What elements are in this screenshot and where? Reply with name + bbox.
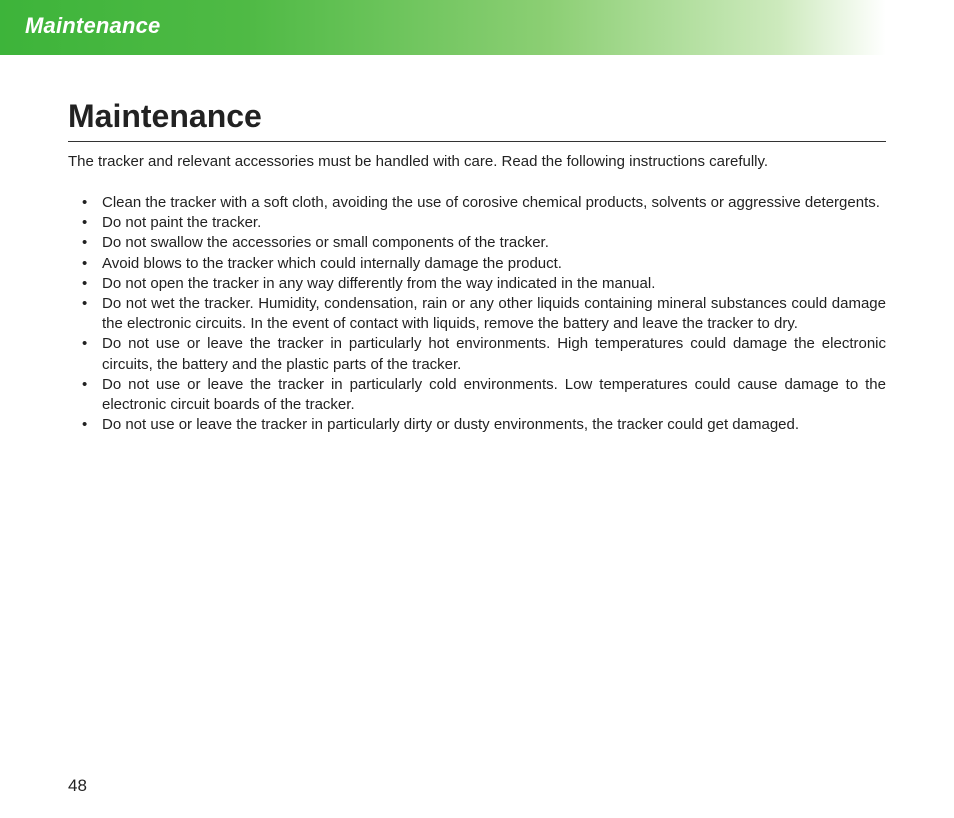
list-item	[68, 193, 886, 213]
bullet-icon: •	[82, 416, 88, 434]
list-item-text: Do not use or leave the tracker in particularly cold environments. Low temperatures could cause damage to the electronic circuit boards of the tracker.	[102, 375, 886, 414]
list-item	[68, 415, 886, 435]
list-item	[68, 213, 886, 233]
list-item	[68, 294, 886, 334]
list-item-text: Avoid blows to the tracker which could internally damage the product.	[102, 254, 562, 272]
list-item-text: Do not use or leave the tracker in particularly dirty or dusty environments, the tracker could get damaged.	[102, 416, 800, 434]
list-item	[68, 254, 886, 274]
bullet-icon: •	[82, 295, 88, 313]
section-header-title: Maintenance	[25, 13, 161, 38]
bullet-icon: •	[82, 234, 88, 252]
list-item-text: Do not wet the tracker. Humidity, condensation, rain or any other liquids containing mineral substances could damage the electronic circuits. In the event of contact with liquids, remove the battery and leave the tracker to dry.	[102, 295, 886, 333]
list-item-text: Do not use or leave the tracker in particularly hot environments. High temperatures could damage the electronic circuits, the battery and the plastic parts of the tracker.	[102, 335, 886, 373]
section-header-band	[0, 0, 886, 55]
bullet-icon: •	[82, 254, 88, 272]
bullet-icon: •	[82, 274, 88, 292]
bullet-icon: •	[82, 194, 88, 211]
page-title: Maintenance	[68, 98, 262, 134]
list-item	[68, 334, 886, 374]
list-item	[68, 233, 886, 253]
list-item	[68, 375, 886, 415]
list-item	[68, 274, 886, 294]
bullet-icon: •	[82, 375, 88, 393]
page-number: 48	[68, 776, 87, 795]
maintenance-instructions-list	[68, 193, 886, 435]
list-item-text: Do not open the tracker in any way differently from the way indicated in the manual.	[102, 274, 656, 292]
list-item-text: Do not swallow the accessories or small components of the tracker.	[102, 234, 549, 252]
bullet-icon: •	[82, 335, 88, 353]
intro-paragraph: The tracker and relevant accessories must be handled with care. Read the following instructions carefully.	[68, 153, 769, 170]
title-divider	[68, 141, 886, 142]
list-item-text: Do not paint the tracker.	[102, 214, 262, 232]
bullet-icon: •	[82, 214, 88, 232]
list-item-text: Clean the tracker with a soft cloth, avoiding the use of corosive chemical products, solvents or aggressive detergents.	[102, 194, 880, 211]
